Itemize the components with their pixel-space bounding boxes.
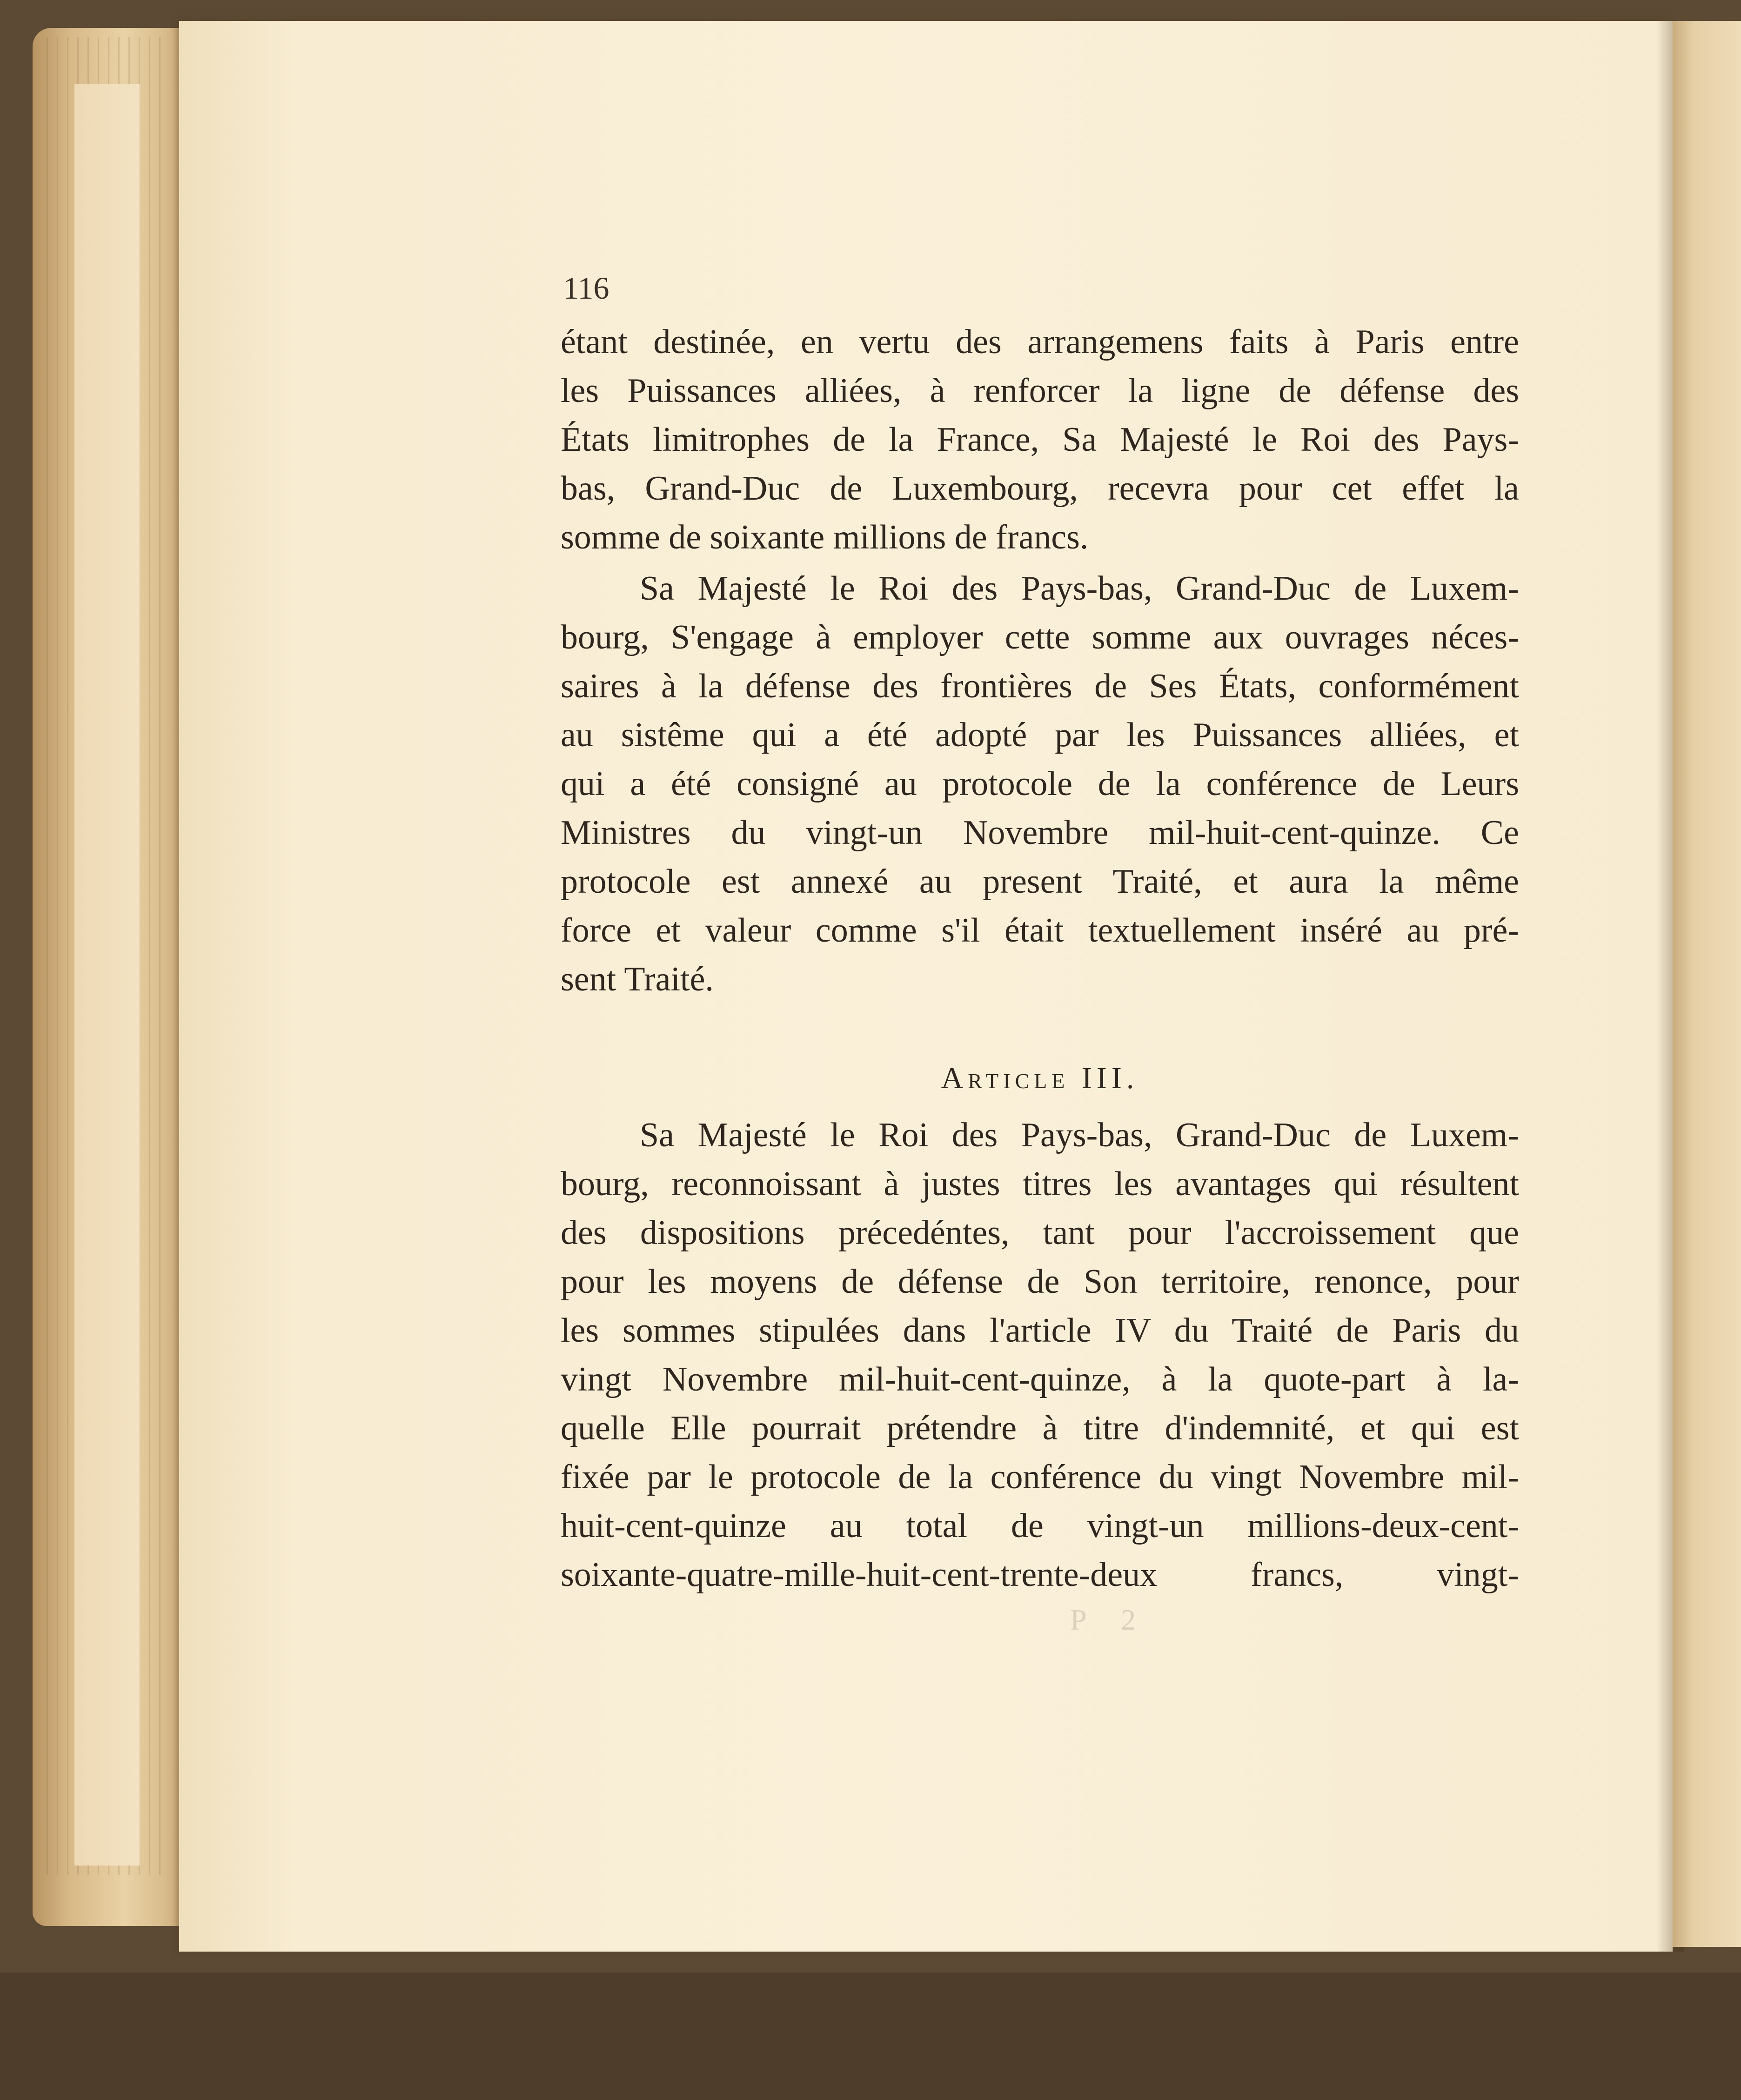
text-line: quelle Elle pourrait prétendre à titre d'indemnité, et qui est [561, 1409, 1519, 1447]
text-line: pour les moyens de défense de Son territoire, renonce, pour [561, 1263, 1519, 1301]
text-line: les Puissances alliées, à renforcer la ligne de défense des [561, 372, 1519, 410]
text-line: fixée par le protocole de la conférence du vingt Novembre mil- [561, 1458, 1519, 1496]
text-line: qui a été consigné au protocole de la conférence de Leurs [561, 765, 1519, 803]
text-line: force et valeur comme s'il était textuellement inséré au pré- [561, 911, 1519, 950]
text-line: saires à la défense des frontières de Ses États, conformément [561, 667, 1519, 705]
text-line: soixante-quatre-mille-huit-cent-trente-deux francs, vingt- [561, 1556, 1519, 1594]
book-page [179, 21, 1673, 1952]
text-line: bourg, S'engage à employer cette somme aux ouvrages néces- [561, 618, 1519, 656]
text-line: huit-cent-quinze au total de vingt-un millions-deux-cent- [561, 1507, 1519, 1545]
text-line: sent Traité. [561, 960, 714, 998]
text-line: bas, Grand-Duc de Luxembourg, recevra pour cet effet la [561, 469, 1519, 508]
text-line: protocole est annexé au present Traité, et aura la même [561, 863, 1519, 901]
text-line: vingt Novembre mil-huit-cent-quinze, à la quote-part à la- [561, 1360, 1519, 1398]
page-number: 116 [563, 270, 609, 306]
text-line: Sa Majesté le Roi des Pays-bas, Grand-Duc de Luxem- [640, 569, 1519, 608]
article-heading: Article III. [941, 1061, 1139, 1095]
text-line: bourg, reconnoissant à justes titres les avantages qui résultent [561, 1165, 1519, 1203]
underlying-page-edge [74, 84, 140, 1866]
text-line: Ministres du vingt-un Novembre mil-huit-cent-quinze. Ce [561, 814, 1519, 852]
text-line: étant destinée, en vertu des arrangemens faits à Paris entre [561, 323, 1519, 361]
facing-page-edge [1673, 21, 1741, 1947]
text-line: les sommes stipulées dans l'article IV du Traité de Paris du [561, 1311, 1519, 1350]
background-surface [0, 1973, 1741, 2100]
signature-mark: P 2 [1070, 1603, 1150, 1636]
text-line: Sa Majesté le Roi des Pays-bas, Grand-Duc de Luxem- [640, 1116, 1519, 1154]
text-line: des dispositions précedéntes, tant pour l'accroissement que [561, 1214, 1519, 1252]
text-line: somme de soixante millions de francs. [561, 518, 1089, 556]
text-line: États limitrophes de la France, Sa Majesté le Roi des Pays- [561, 421, 1519, 459]
text-line: au sistême qui a été adopté par les Puissances alliées, et [561, 716, 1519, 754]
